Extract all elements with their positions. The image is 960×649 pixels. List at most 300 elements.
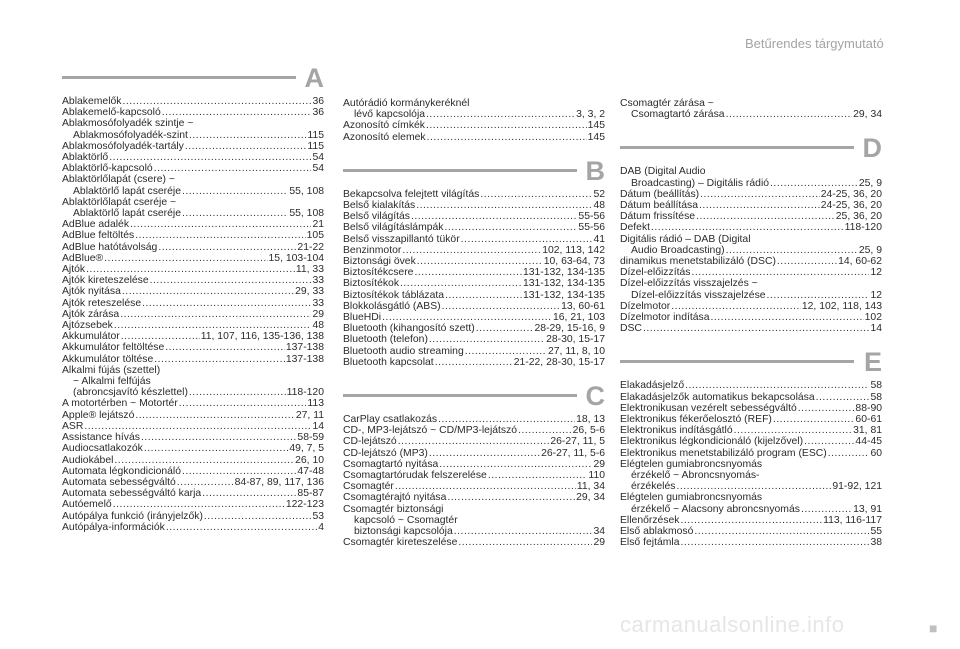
- dot-leader: [158, 242, 296, 253]
- entry-pages: 26-27, 11, 5-6: [541, 447, 605, 459]
- entry-term: Akkumulátor feltöltése: [62, 342, 165, 354]
- entry-term: Bluetooth audio streaming: [343, 345, 464, 357]
- dot-leader: [726, 109, 853, 120]
- entry-pages: 29, 34: [853, 109, 882, 121]
- entry-term: Csomagtérajtó nyitása: [343, 492, 447, 504]
- entry-term: CD-lejátszó: [343, 436, 397, 448]
- dot-leader: [402, 245, 541, 256]
- entry-term: Automata sebességváltó karja: [62, 488, 202, 500]
- index-entry: [620, 392, 882, 403]
- dot-leader: [411, 211, 577, 222]
- entry-pages: 15, 103-104: [268, 252, 324, 264]
- entry-pages: 105: [306, 230, 324, 242]
- index-entry: [343, 459, 605, 470]
- dot-leader: [86, 264, 295, 275]
- dot-leader: [699, 200, 820, 211]
- entry-pages: 26, 5-6: [572, 425, 605, 437]
- index-entry: [62, 398, 324, 409]
- index-entry: [620, 425, 882, 436]
- entry-term: Ajtók zárása: [62, 308, 120, 320]
- index-entry: [343, 211, 605, 222]
- index-entry: [343, 120, 605, 131]
- index-entry: [343, 245, 605, 256]
- entry-pages: 49, 7, 5: [289, 443, 324, 455]
- entry-pages: 36: [312, 107, 324, 119]
- index-entry: [620, 436, 882, 447]
- entry-term: érzékelés: [631, 481, 676, 493]
- entry-term: Ablakmosófolyadék szintje ~: [62, 118, 194, 130]
- entry-pages: 60-61: [855, 414, 882, 426]
- entry-pages: 26-27, 11, 5: [550, 436, 605, 448]
- entry-term: Ablaktörlőlapát cseréje ~: [62, 196, 177, 208]
- entry-term: Dátum beállítása: [620, 200, 698, 212]
- index-entry: [62, 107, 324, 118]
- index-entry: [62, 387, 324, 398]
- entry-term: Dízel-előizzítás: [620, 267, 691, 279]
- index-entry: [620, 245, 882, 256]
- entry-pages: 55-56: [578, 211, 605, 223]
- entry-term: Autóemelő: [62, 499, 112, 511]
- section-d: [620, 134, 882, 334]
- index-entry: [620, 515, 882, 526]
- section-a: [62, 64, 324, 533]
- dot-leader: [671, 301, 801, 312]
- index-entry: [343, 98, 605, 109]
- entry-pages: 29: [593, 458, 605, 470]
- entry-term: Alkalmi fújás (szettel): [62, 364, 161, 376]
- entry-term: Ablakmosófolyadék-tartály: [62, 140, 184, 152]
- section-divider: [62, 76, 296, 79]
- index-entry: [62, 522, 324, 533]
- index-entry: [62, 342, 324, 353]
- entry-term: Dátum (beállítás): [620, 188, 700, 200]
- entry-term: Elektronikus légkondicionáló (kijelzővel): [620, 436, 804, 448]
- entry-pages: 115: [307, 140, 324, 152]
- entry-pages: 29: [312, 308, 324, 320]
- entry-term: BlueHDi: [343, 312, 382, 324]
- entry-term: Ablakmosófolyadék-szint: [73, 129, 188, 141]
- entry-pages: 28-29, 15-16, 9: [534, 323, 605, 335]
- entry-term: Ellenőrzések: [620, 514, 680, 526]
- entry-pages: 13, 60-61: [561, 300, 605, 312]
- entry-pages: 55, 108: [289, 185, 324, 197]
- entry-pages: 102, 113, 142: [542, 244, 605, 256]
- index-entry: [62, 410, 324, 421]
- index-entry: [62, 354, 324, 365]
- entry-pages: 34: [593, 526, 605, 538]
- index-entry: [62, 477, 324, 488]
- dot-leader: [777, 256, 837, 267]
- index-entry: [62, 298, 324, 309]
- index-entry: [343, 109, 605, 120]
- entry-list: [620, 166, 882, 334]
- entry-term: DAB (Digital Audio: [620, 166, 706, 178]
- entry-term: Csomagtartórudak felszerelése: [343, 470, 487, 482]
- page-header-title: Betűrendes tárgymutató: [745, 36, 884, 51]
- index-entry: [343, 504, 605, 515]
- index-entry: [62, 443, 324, 454]
- entry-term: Ablakemelő-kapcsoló: [62, 107, 161, 119]
- entry-term: Elégtelen gumiabroncsnyomás: [620, 492, 763, 504]
- entry-pages: 21-22, 28-30, 15-17: [513, 356, 605, 368]
- index-entry: [62, 488, 324, 499]
- entry-term: AdBlue hatótávolság: [62, 241, 158, 253]
- entry-pages: 29, 33: [295, 286, 324, 298]
- index-entry: [62, 219, 324, 230]
- index-entry: [620, 403, 882, 414]
- entry-term: Bekapcsolva felejtett világítás: [343, 188, 480, 200]
- section-c: [343, 382, 605, 548]
- entry-term: (abroncsjavító készlettel): [73, 387, 188, 399]
- entry-pages: 12: [870, 289, 882, 301]
- entry-pages: 16, 21, 103: [553, 312, 605, 324]
- entry-pages: 48: [312, 320, 324, 332]
- index-entry: [620, 222, 882, 233]
- dot-leader: [114, 455, 294, 466]
- section-b-header: [343, 157, 605, 189]
- dot-leader: [130, 219, 311, 230]
- entry-pages: 113: [307, 398, 324, 410]
- section-c-continued: [620, 98, 882, 120]
- section-letter: A: [304, 63, 324, 93]
- index-entry: [62, 320, 324, 331]
- entry-term: Benzinmotor: [343, 244, 402, 256]
- entry-term: Belső visszapillantó tükör: [343, 233, 460, 245]
- index-entry: [620, 537, 882, 548]
- entry-pages: 54: [312, 163, 324, 175]
- index-column-3: [620, 98, 882, 549]
- entry-pages: 47-48: [297, 465, 324, 477]
- index-entry: [343, 436, 605, 447]
- dot-leader: [135, 410, 295, 421]
- index-entry: [62, 499, 324, 510]
- entry-pages: 14: [312, 420, 324, 432]
- index-entry: [620, 414, 882, 425]
- entry-term: Ablakemelők: [62, 96, 122, 107]
- index-entry: [62, 96, 324, 107]
- entry-pages: 38: [870, 537, 882, 549]
- index-entry: [343, 132, 605, 143]
- dot-leader: [439, 459, 592, 470]
- entry-pages: 36: [312, 96, 324, 107]
- index-entry: [620, 234, 882, 245]
- dot-leader: [114, 320, 312, 331]
- index-entry: [620, 267, 882, 278]
- entry-term: Elektronikus fékerőelosztó (REF): [620, 414, 772, 426]
- entry-list: [620, 380, 882, 548]
- section-b: [343, 157, 605, 368]
- index-entry: [620, 178, 882, 189]
- dot-leader: [189, 130, 306, 141]
- dot-leader: [476, 323, 534, 334]
- entry-pages: 122-123: [285, 499, 324, 511]
- index-entry: [343, 200, 605, 211]
- entry-term: Ablaktörlő lapát cseréje: [73, 208, 182, 220]
- dot-leader: [429, 334, 545, 345]
- index-entry: [62, 242, 324, 253]
- entry-pages: 131-132, 134-135: [522, 278, 605, 290]
- entry-term: Ablaktörlő-kapcsoló: [62, 163, 153, 175]
- dot-leader: [696, 211, 835, 222]
- entry-pages: 21-22: [297, 241, 324, 253]
- section-c-header: [343, 382, 605, 414]
- entry-pages: 25, 9: [858, 244, 882, 256]
- entry-term: CD-, MP3-lejátszó ~ CD/MP3-lejátszó: [343, 425, 518, 437]
- dot-leader: [166, 522, 317, 533]
- dot-leader: [700, 189, 820, 200]
- dot-leader: [120, 309, 311, 320]
- index-entry: [620, 200, 882, 211]
- entry-pages: 88-90: [855, 402, 882, 414]
- index-entry: [620, 459, 882, 470]
- section-letter: C: [585, 381, 605, 412]
- entry-pages: 58-59: [297, 432, 324, 444]
- dot-leader: [676, 481, 831, 492]
- entry-pages: 10, 63-64, 73: [543, 256, 605, 268]
- dot-leader: [154, 354, 285, 365]
- index-entry: [62, 455, 324, 466]
- dot-leader: [144, 443, 288, 454]
- dot-leader: [691, 267, 869, 278]
- index-entry: [343, 278, 605, 289]
- dot-leader: [189, 387, 286, 398]
- dot-leader: [480, 189, 592, 200]
- dot-leader: [121, 331, 200, 342]
- dot-leader: [461, 234, 593, 245]
- dot-leader: [182, 208, 288, 219]
- index-entry: [620, 290, 882, 301]
- entry-term: Elakadásjelzők automatikus bekapcsolása: [620, 391, 815, 403]
- index-entry: [62, 331, 324, 342]
- entry-pages: 85-87: [297, 488, 324, 500]
- section-d-header: [620, 134, 882, 166]
- entry-pages: 84-87, 89, 117, 136: [234, 476, 324, 488]
- index-entry: [620, 323, 882, 334]
- dot-leader: [770, 178, 858, 189]
- entry-term: Ablaktörlő lapát cseréje: [73, 185, 182, 197]
- entry-pages: 58: [870, 380, 882, 392]
- index-entry: [343, 301, 605, 312]
- dot-leader: [429, 448, 540, 459]
- dot-leader: [154, 163, 312, 174]
- entry-term: Autópálya funkció (irányjelzők): [62, 510, 203, 522]
- entry-list: [62, 96, 324, 533]
- dot-leader: [185, 141, 307, 152]
- entry-term: Elégtelen gumiabroncsnyomás: [620, 458, 763, 470]
- index-entry: [343, 448, 605, 459]
- dot-leader: [416, 200, 592, 211]
- entry-pages: 131-132, 134-135: [522, 267, 605, 279]
- index-entry: [343, 312, 605, 323]
- entry-term: Csomagtartó nyitása: [343, 458, 439, 470]
- dot-leader: [447, 492, 575, 503]
- entry-pages: 137-138: [285, 342, 324, 354]
- dot-leader: [454, 526, 593, 537]
- dot-leader: [426, 109, 575, 120]
- entry-term: Autórádió kormánykeréknél: [343, 98, 470, 109]
- index-entry: [62, 163, 324, 174]
- index-entry: [62, 264, 324, 275]
- index-entry: [62, 208, 324, 219]
- entry-term: DSC: [620, 323, 642, 335]
- dot-leader: [142, 298, 311, 309]
- dot-leader: [804, 436, 854, 447]
- entry-pages: 4: [318, 521, 324, 533]
- index-column-1: [62, 64, 324, 533]
- dot-leader: [427, 132, 587, 143]
- entry-term: A motortérben ~ Motortér: [62, 398, 178, 410]
- index-entry: [343, 537, 605, 548]
- entry-term: Ajtózsebek: [62, 320, 113, 332]
- entry-pages: 44-45: [855, 436, 882, 448]
- entry-term: érzékelő ~ Abroncsnyomás-: [631, 470, 760, 482]
- dot-leader: [694, 526, 869, 537]
- index-entry: [62, 118, 324, 129]
- entry-term: Dátum frissítése: [620, 211, 696, 223]
- entry-term: Audiokábel: [62, 454, 114, 466]
- entry-pages: 11, 107, 116, 135-136, 138: [200, 331, 324, 343]
- index-entry: [343, 414, 605, 425]
- entry-pages: 41: [593, 233, 605, 245]
- dot-leader: [643, 323, 869, 334]
- entry-term: Bluetooth (kihangosító szett): [343, 323, 475, 335]
- section-letter: D: [862, 133, 882, 164]
- entry-term: Ajtók nyitása: [62, 286, 121, 298]
- entry-pages: 11, 33: [295, 264, 324, 276]
- index-entry: [620, 448, 882, 459]
- index-entry: [343, 334, 605, 345]
- index-entry: [62, 197, 324, 208]
- entry-term: dinamikus menetstabilizáló (DSC): [620, 256, 776, 268]
- dot-leader: [773, 414, 855, 425]
- dot-leader: [734, 425, 852, 436]
- dot-leader: [518, 425, 572, 436]
- entry-pages: 3, 3, 2: [576, 109, 605, 121]
- entry-term: ASR: [62, 420, 84, 432]
- dot-leader: [109, 152, 311, 163]
- index-entry: [343, 323, 605, 334]
- entry-pages: 11, 34: [576, 481, 605, 493]
- entry-term: Első ablakmosó: [620, 526, 694, 538]
- entry-pages: 58: [870, 391, 882, 403]
- entry-term: lévő kapcsolója: [354, 109, 426, 121]
- dot-leader: [179, 398, 307, 409]
- entry-pages: 25, 36, 20: [835, 211, 882, 223]
- dot-leader: [141, 432, 296, 443]
- dot-leader: [165, 342, 285, 353]
- dot-leader: [816, 392, 870, 403]
- entry-pages: 27, 11: [295, 409, 324, 421]
- index-entry: [62, 466, 324, 477]
- index-entry: [62, 253, 324, 264]
- index-entry: [620, 98, 882, 109]
- section-e-header: [620, 348, 882, 380]
- entry-term: Elektronikus indításgátló: [620, 425, 733, 437]
- entry-term: Autópálya-információk: [62, 521, 165, 533]
- entry-pages: 33: [312, 275, 324, 287]
- index-entry: [62, 130, 324, 141]
- dot-leader: [182, 466, 296, 477]
- section-divider: [343, 169, 577, 172]
- entry-term: Belső világítás: [343, 211, 410, 223]
- index-entry: [62, 174, 324, 185]
- entry-term: Biztosítékok: [343, 278, 400, 290]
- dot-leader: [202, 488, 296, 499]
- entry-term: Assistance hívás: [62, 432, 140, 444]
- entry-term: Ajtók reteszelése: [62, 297, 142, 309]
- entry-pages: 12, 102, 118, 143: [801, 300, 882, 312]
- dot-leader: [135, 230, 305, 241]
- entry-term: Csomagtér: [343, 481, 394, 493]
- entry-term: Dízel-előizzítás visszajelzése: [631, 289, 766, 301]
- entry-term: Elakadásjelző: [620, 380, 685, 392]
- index-entry: [62, 152, 324, 163]
- entry-pages: 33: [312, 297, 324, 309]
- entry-term: kapcsoló ~ Csomagtér: [354, 514, 458, 526]
- entry-pages: 31, 81: [853, 425, 882, 437]
- dot-leader: [204, 511, 312, 522]
- dot-leader: [681, 515, 823, 526]
- entry-pages: 53: [312, 510, 324, 522]
- dot-leader: [398, 436, 550, 447]
- index-entry: [62, 186, 324, 197]
- entry-pages: 145: [587, 131, 605, 143]
- entry-pages: 14: [870, 323, 882, 335]
- dot-leader: [113, 499, 285, 510]
- dot-leader: [680, 537, 869, 548]
- index-entry: [62, 421, 324, 432]
- dot-leader: [438, 414, 575, 425]
- index-entry: [343, 256, 605, 267]
- index-entry: [343, 290, 605, 301]
- index-entry: [343, 357, 605, 368]
- dot-leader: [435, 357, 513, 368]
- index-entry: [620, 492, 882, 503]
- entry-term: Belső világításlámpák: [343, 222, 444, 234]
- entry-pages: 24-25, 36, 20: [820, 188, 882, 200]
- entry-list: [343, 98, 605, 143]
- entry-term: Azonosító címkék: [343, 120, 426, 132]
- index-entry: [620, 166, 882, 177]
- index-entry: [343, 470, 605, 481]
- entry-pages: 55-56: [578, 222, 605, 234]
- entry-term: Bluetooth kapcsolat: [343, 356, 434, 368]
- index-entry: [62, 141, 324, 152]
- dot-leader: [84, 421, 311, 432]
- entry-term: AdBlue®: [62, 252, 104, 264]
- entry-term: Apple® lejátszó: [62, 409, 135, 421]
- section-letter: B: [585, 155, 605, 186]
- entry-term: Digitális rádió – DAB (Digital: [620, 233, 751, 245]
- entry-list: [343, 414, 605, 548]
- entry-term: Bluetooth (telefon): [343, 334, 428, 346]
- dot-leader: [465, 346, 547, 357]
- index-entry: [343, 425, 605, 436]
- entry-term: Ajtók: [62, 264, 86, 276]
- index-entry: [620, 278, 882, 289]
- section-e: [620, 348, 882, 548]
- dot-leader: [104, 253, 267, 264]
- entry-term: Belső kialakítás: [343, 200, 416, 212]
- entry-term: Blokkolásgátló (ABS): [343, 300, 441, 312]
- index-entry: [620, 109, 882, 120]
- entry-pages: 52: [593, 188, 605, 200]
- dot-leader: [162, 107, 312, 118]
- dot-leader: [767, 290, 870, 301]
- entry-pages: 145: [587, 120, 605, 132]
- entry-term: Automata sebességváltó: [62, 476, 176, 488]
- index-entry: [343, 234, 605, 245]
